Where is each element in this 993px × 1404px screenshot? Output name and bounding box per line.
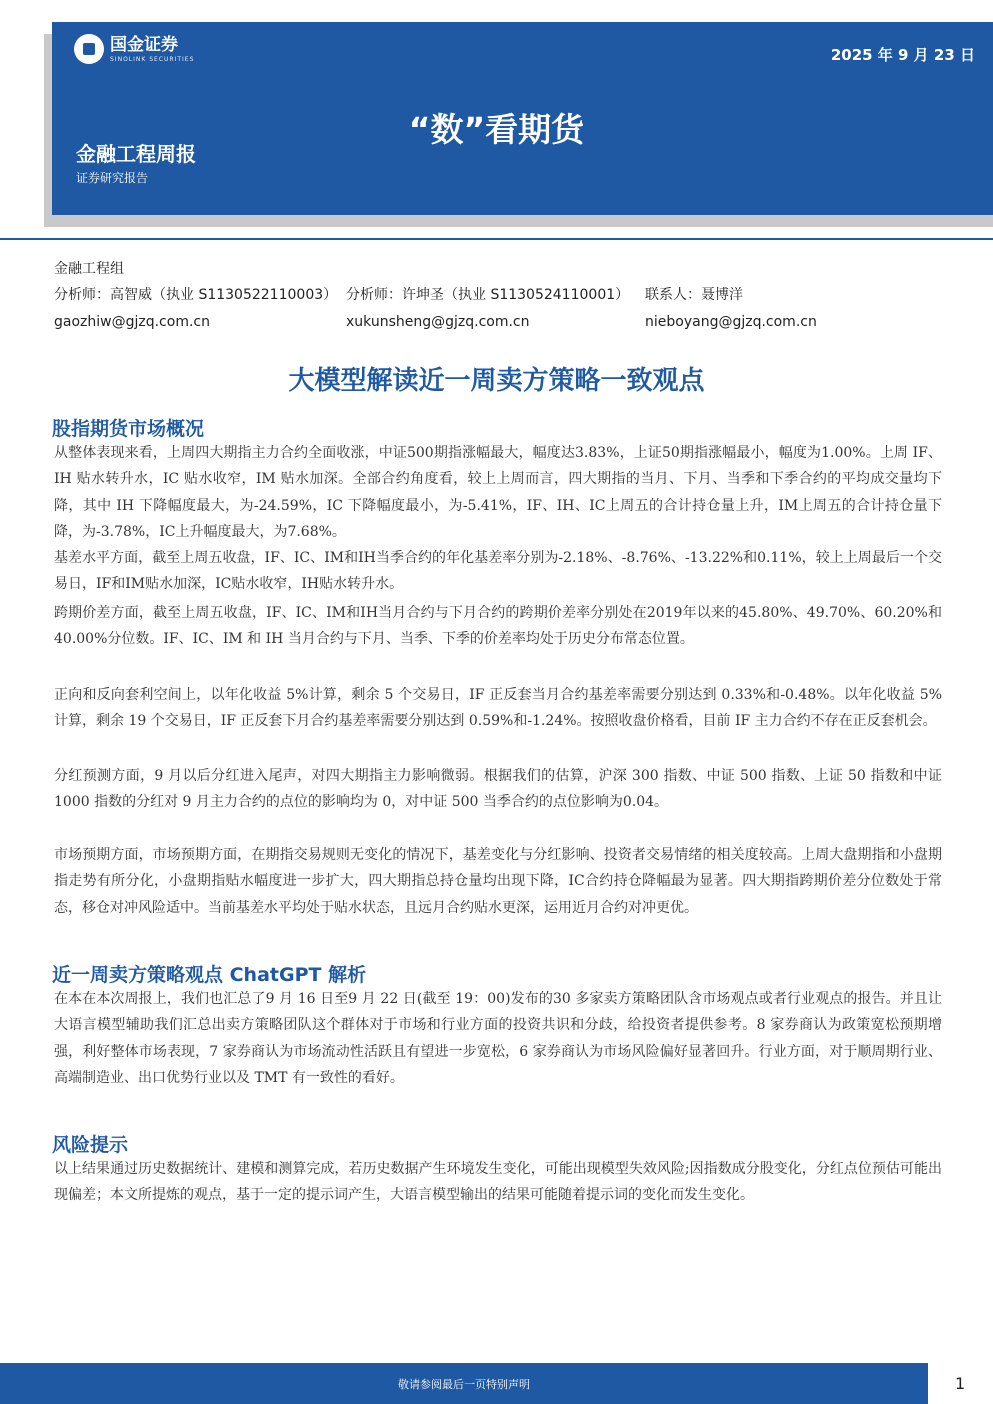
footer-notice: 敬请参阅最后一页特别声明 <box>398 1377 530 1391</box>
analyst-1: 分析师：高智威（执业 S1130522110003） <box>54 287 338 303</box>
logo-english: SINOLINK SECURITIES <box>110 56 195 63</box>
logo-icon <box>74 34 104 64</box>
section-heading-market: 股指期货市场概况 <box>52 418 205 440</box>
analyst-2: 分析师：许坤圣（执业 S1130524110001） <box>346 287 630 303</box>
paragraph-overview: 从整体表现来看，上周四大期指主力合约全面收涨，中证500期指涨幅最大，幅度达3.83%，上证50期指涨幅最小，幅度为1.00%。上周 IF、IH 贴水转升水，IC 贴水收窄，IM 贴水加深。全部合约角度看，较上上周而言，四大期指的当月、下月、当季和下季合约的平均成交量均下降，其中 IH 下降幅度最大，为-24.59%，IC 下降幅度最小，为-5.41%，IF、IH、IC上周五的合计持仓量上升，IM上周五的合计持仓量下降，为-3.78%，IC上升幅度最大，为7.68%。 <box>54 445 942 540</box>
paragraph-arbitrage: 正向和反向套利空间上，以年化收益 5%计算，剩余 5 个交易日，IF 正反套当月合约基差率需要分别达到 0.33%和-0.48%。以年化收益 5%计算，剩余 19 个交易日，IF 正反套下月合约基差率需要分别达到 0.59%和-1.24%。按照收盘价格看，目前 IF 主力合约不存在正反套机会。 <box>54 687 942 730</box>
page-number: 1 <box>955 1374 966 1393</box>
company-logo <box>74 34 194 64</box>
paragraph-strategy: 在本在本次周报上，我们也汇总了9 月 16 日至9 月 22 日(截至 19：00)发布的30 多家卖方策略团队含市场观点或者行业观点的报告。并且让大语言模型辅助我们汇总出卖方策略团队这个群体对于市场和行业方面的投资共识和分歧，给投资者提供参考。8 家券商认为政策宽松预期增强，利好整体市场表现，7 家券商认为市场流动性活跃且有望进一步宽松，6 家券商认为市场风险偏好显著回升。行业方面，对于顺周期行业、高端制造业、出口优势行业以及 TMT 有一致性的看好。 <box>54 991 942 1086</box>
headline: 大模型解读近一周卖方策略一致观点 <box>288 366 705 396</box>
paragraph-basis: 基差水平方面，截至上周五收盘，IF、IC、IM和IH当季合约的年化基差率分别为-2.18%、-8.76%、-13.22%和0.11%，较上上周最后一个交易日，IF和IM贴水加深，IC贴水收窄，IH贴水转升水。 <box>54 550 942 593</box>
paragraph-risk: 以上结果通过历史数据统计、建模和测算完成，若历史数据产生环境发生变化，可能出现模型失效风险;因指数成分股变化，分红点位预估可能出现偏差；本文所提炼的观点，基于一定的提示词产生，大语言模型输出的结果可能随着提示词的变化而发生变化。 <box>54 1161 942 1204</box>
report-type: 金融工程周报 <box>76 142 196 166</box>
paragraph-dividend: 分红预测方面，9 月以后分红进入尾声，对四大期指主力影响微弱。根据我们的估算，沪深 300 指数、中证 500 指数、上证 50 指数和中证 1000 指数的分红对 9 月主力合约的点位的影响均为 0，对中证 500 当季合约的点位影响为0.04。 <box>54 768 942 811</box>
paragraph-expectation: 市场预期方面，市场预期方面，在期指交易规则无变化的情况下，基差变化与分红影响、投资者交易情绪的相关度较高。上周大盘期指和小盘期指走势有所分化，小盘期指贴水幅度进一步扩大，四大期指总持仓量均出现下降，IC合约持仓降幅最为显著。四大期指跨期价差分位数处于常态，移仓对冲风险适中。当前基差水平均处于贴水状态，且远月合约贴水更深，运用近月合约对冲更优。 <box>54 847 942 916</box>
footer-bar <box>0 1363 928 1404</box>
report-subtitle: 证券研究报告 <box>76 171 149 185</box>
header-divider <box>0 238 993 240</box>
paragraph-spread: 跨期价差方面，截至上周五收盘，IF、IC、IM和IH当月合约与下月合约的跨期价差率分别处在2019年以来的45.80%、49.70%、60.20%和40.00%分位数。IF、IC、IM 和 IH 当月合约与下月、当季、下季的价差率均处于历史分布常态位置。 <box>54 605 942 648</box>
report-title: “数”看期货 <box>408 110 585 149</box>
section-heading-chatgpt: 近一周卖方策略观点 ChatGPT 解析 <box>52 964 367 986</box>
contact-email[interactable]: nieboyang@gjzq.com.cn <box>645 314 817 330</box>
section-heading-risk: 风险提示 <box>52 1134 129 1156</box>
analyst-2-email[interactable]: xukunsheng@gjzq.com.cn <box>346 314 530 330</box>
report-date: 2025 年 9 月 23 日 <box>830 46 975 64</box>
team-name: 金融工程组 <box>54 261 124 277</box>
logo-name: 国金证券 <box>110 35 178 55</box>
analyst-1-email[interactable]: gaozhiw@gjzq.com.cn <box>54 314 210 330</box>
contact: 联系人：聂博洋 <box>645 287 743 303</box>
